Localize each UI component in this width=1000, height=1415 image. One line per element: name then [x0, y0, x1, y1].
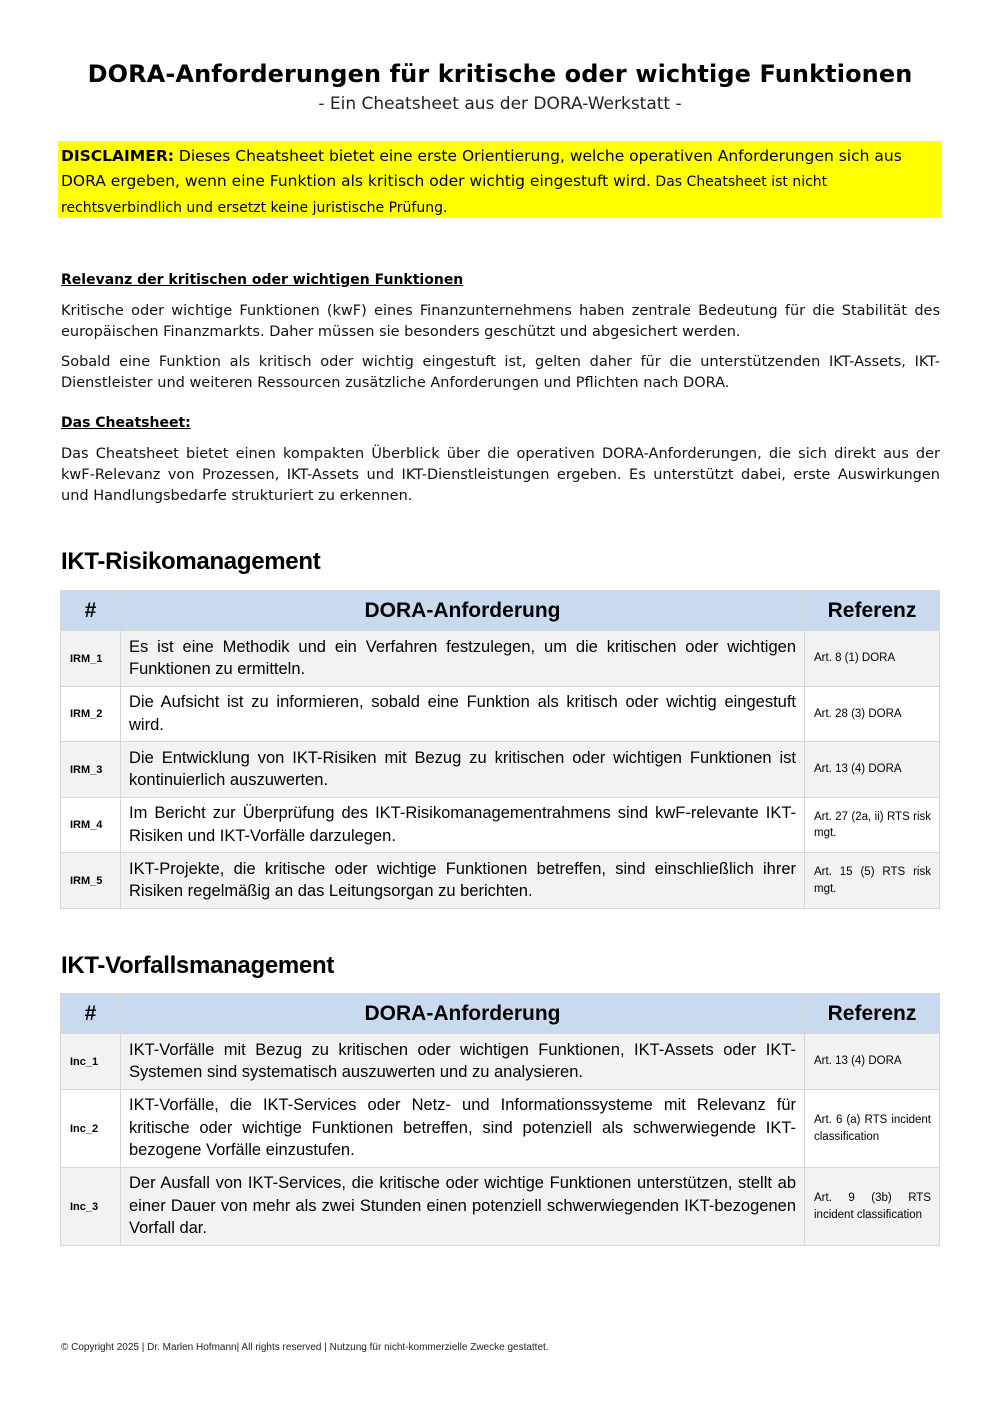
requirement-id: Inc_1 — [61, 1034, 121, 1090]
risk-management-heading: IKT-Risikomanagement — [61, 548, 321, 575]
risk-management-table — [60, 590, 940, 909]
disclaimer-box — [58, 141, 941, 218]
disclaimer-text: Dieses Cheatsheet bietet eine erste Orientierung, welche operativen Anforderungen sich aus DORA ergeben, wenn eine Funktion als kritisch oder wichtig eingestuft wird. — [61, 147, 902, 190]
relevance-paragraph-1: Kritische oder wichtige Funktionen (kwF) eines Finanzunternehmens haben zentrale Bedeutung für die Stabilität des europäischen Finanzmarkts. Daher müssen sie besonders geschützt und abgesichert werden. — [61, 303, 940, 340]
requirement-id: IRM_1 — [61, 631, 121, 687]
disclaimer-note: Das Cheatsheet ist nicht rechtsverbindlich und ersetzt keine juristische Prüfung. — [61, 174, 828, 216]
header-requirement: DORA-Anforderung — [121, 994, 805, 1034]
copyright-footer: © Copyright 2025 | Dr. Marlen Hofmann| All rights reserved | Nutzung für nicht-kommerzielle Zwecke gestattet. — [61, 1342, 549, 1353]
cheatsheet-heading: Das Cheatsheet: — [61, 415, 191, 431]
cheatsheet-paragraph: Das Cheatsheet bietet einen kompakten Überblick über die operativen DORA-Anforderungen, die sich direkt aus der kwF-Relevanz von Prozessen, IKT-Assets und IKT-Dienstleistungen ergeben. Es unterstützt dabei, erste Auswirkungen und Handlungsbedarfe strukturiert zu erkennen. — [61, 446, 940, 504]
relevance-paragraph-2: Sobald eine Funktion als kritisch oder wichtig eingestuft ist, gelten daher für die unterstützenden IKT-Assets, IKT-Dienstleister und weiteren Ressourcen zusätzliche Anforderungen und Pflichten nach DORA. — [61, 354, 940, 391]
header-reference: Referenz — [805, 591, 940, 631]
requirement-id: IRM_5 — [61, 853, 121, 909]
requirement-reference: Art. 13 (4) DORA — [805, 742, 940, 798]
requirement-id: Inc_3 — [61, 1168, 121, 1246]
requirement-id: IRM_2 — [61, 687, 121, 742]
requirement-id: IRM_4 — [61, 798, 121, 853]
requirement-reference: Art. 15 (5) RTS risk mgt. — [805, 853, 940, 909]
requirement-text: Die Aufsicht ist zu informieren, sobald eine Funktion als kritisch oder wichtig eingestuft wird. — [121, 687, 805, 742]
table-row — [61, 1168, 940, 1246]
table-row — [61, 687, 940, 742]
requirement-reference: Art. 13 (4) DORA — [805, 1034, 940, 1090]
document-subtitle: - Ein Cheatsheet aus der DORA-Werkstatt - — [318, 94, 682, 114]
table-row — [61, 853, 940, 909]
requirement-text: Die Entwicklung von IKT-Risiken mit Bezug zu kritischen oder wichtigen Funktionen ist kontinuierlich auszuwerten. — [121, 742, 805, 798]
header-id: # — [61, 994, 121, 1034]
header-reference: Referenz — [805, 994, 940, 1034]
header-requirement: DORA-Anforderung — [121, 591, 805, 631]
requirement-reference: Art. 6 (a) RTS incident classification — [805, 1090, 940, 1168]
requirement-text: IKT-Vorfälle mit Bezug zu kritischen oder wichtigen Funktionen, IKT-Assets oder IKT-Systemen sind systematisch auszuwerten und zu analysieren. — [121, 1034, 805, 1090]
relevance-heading: Relevanz der kritischen oder wichtigen Funktionen — [61, 272, 464, 288]
requirement-text: Der Ausfall von IKT-Services, die kritische oder wichtige Funktionen unterstützen, stellt ab einer Dauer von mehr als zwei Stunden einen potenziell schwerwiegenden IKT-bezogenen Vorfall dar. — [121, 1168, 805, 1246]
table-header-row — [61, 591, 940, 631]
table-row — [61, 798, 940, 853]
requirement-text: Im Bericht zur Überprüfung des IKT-Risikomanagementrahmens sind kwF-relevante IKT-Risiken und IKT-Vorfälle darzulegen. — [121, 798, 805, 853]
document-title: DORA-Anforderungen für kritische oder wichtige Funktionen — [87, 60, 913, 88]
table-row — [61, 1090, 940, 1168]
table-row — [61, 1034, 940, 1090]
table-row — [61, 631, 940, 687]
incident-management-table — [60, 993, 940, 1246]
disclaimer-label: DISCLAIMER: — [61, 147, 174, 165]
requirement-text: Es ist eine Methodik und ein Verfahren festzulegen, um die kritischen oder wichtigen Funktionen zu ermitteln. — [121, 631, 805, 687]
requirement-id: Inc_2 — [61, 1090, 121, 1168]
incident-management-heading: IKT-Vorfallsmanagement — [61, 952, 335, 979]
requirement-reference: Art. 9 (3b) RTS incident classification — [805, 1168, 940, 1246]
table-row — [61, 742, 940, 798]
requirement-reference: Art. 8 (1) DORA — [805, 631, 940, 687]
table-header-row — [61, 994, 940, 1034]
requirement-text: IKT-Projekte, die kritische oder wichtige Funktionen betreffen, sind einschließlich ihrer Risiken regelmäßig an das Leitungsorgan zu berichten. — [121, 853, 805, 909]
header-id: # — [61, 591, 121, 631]
requirement-reference: Art. 27 (2a, ii) RTS risk mgt. — [805, 798, 940, 853]
requirement-reference: Art. 28 (3) DORA — [805, 687, 940, 742]
requirement-text: IKT-Vorfälle, die IKT-Services oder Netz- und Informationssysteme mit Relevanz für kritische oder wichtige Funktionen betreffen, sind potenziell als schwerwiegende IKT-bezogene Vorfälle einzustufen. — [121, 1090, 805, 1168]
requirement-id: IRM_3 — [61, 742, 121, 798]
